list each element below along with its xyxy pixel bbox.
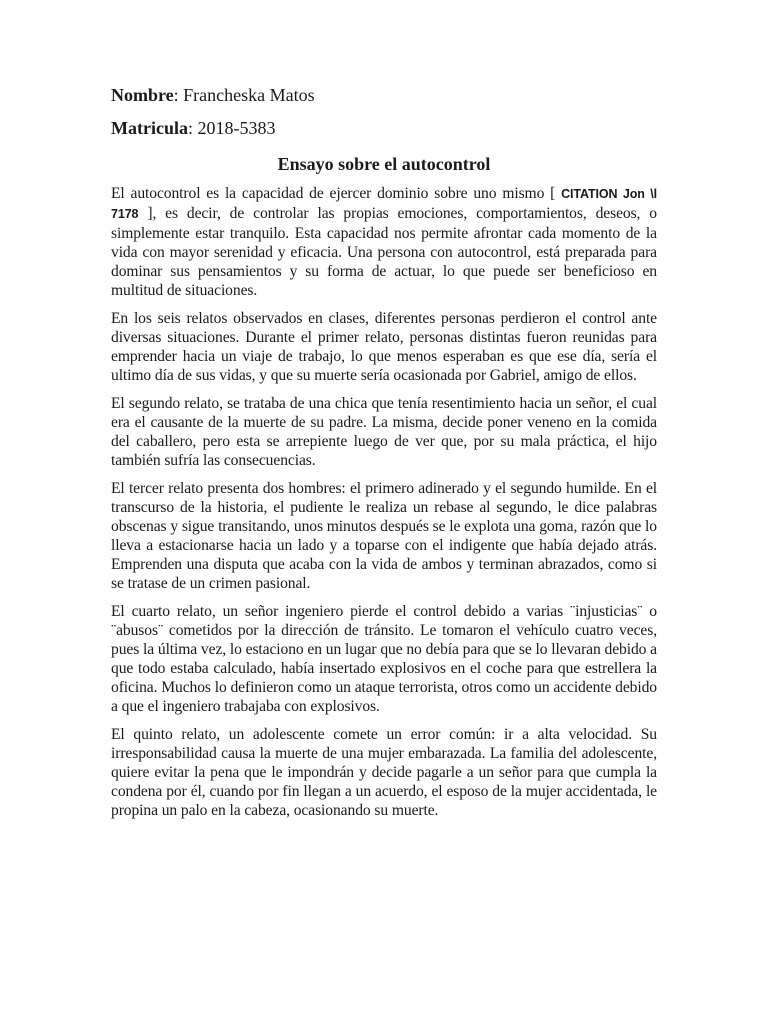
matricula-label: Matricula: [111, 118, 188, 138]
essay-title: Ensayo sobre el autocontrol: [277, 154, 491, 174]
paragraph-6: El quinto relato, un adolescente comete un error común: ir a alta velocidad. Su irresponsabilidad causa la muerte de una mujer embarazada. La familia del adolescente, quiere evitar la pena que le impondrán y decide pagarle a un señor para que cumpla la condena por él, cuando por fin llegan a un acuerdo, el esposo de la mujer accidentada, le propina un palo en la cabeza, ocasionando su muerte.: [111, 726, 657, 819]
name-label: Nombre: [111, 85, 174, 105]
paragraph-2: En los seis relatos observados en clases, diferentes personas perdieron el control ante diversas situaciones. Durante el primer relato, personas distintas fueron reunidas para emprender hacia un viaje de trabajo, lo que menos esperaban es que ese día, sería el ultimo día de sus vidas, y que su muerte sería ocasionada por Gabriel, amigo de ellos.: [111, 310, 657, 384]
name-value: : Francheska Matos: [173, 85, 315, 105]
citation-field: CITATION Jon \l 7178: [111, 187, 657, 221]
paragraph-1-start: El autocontrol es la capacidad de ejercer dominio sobre uno mismo [: [111, 185, 562, 202]
matricula-line: [111, 117, 657, 139]
matricula-value: : 2018-5383: [187, 118, 276, 138]
paragraph-5: El cuarto relato, un señor ingeniero pierde el control debido a varias ¨injusticias¨ o ¨abusos¨ cometidos por la dirección de tránsito. Le tomaron el vehículo cuatro veces, pues la última vez, lo estaciono en un lugar que no debía para que se lo llevaran debido a que todo estaba calculado, había insertado explosivos en el coche para que estrellera la oficina. Muchos lo definieron como un ataque terrorista, otros como un accidente debido a que el ingeniero trabajaba con explosivos.: [111, 603, 657, 715]
paragraph-4: El tercer relato presenta dos hombres: el primero adinerado y el segundo humilde. En el transcurso de la historia, el pudiente le realiza un rebase al segundo, le dice palabras obscenas y sigue transitando, unos minutos después se le explota una goma, razón que lo lleva a estacionarse hacia un lado y a toparse con el indigente que había dejado atrás. Emprenden una disputa que acaba con la vida de ambos y terminan abrazados, como si se tratase de un crimen pasional.: [111, 480, 657, 592]
paragraph-3: El segundo relato, se trataba de una chica que tenía resentimiento hacia un señor, el cual era el causante de la muerte de su padre. La misma, decide poner veneno en la comida del caballero, pero esta se arrepiente luego de ver que, por su mala práctica, el hijo también sufría las consecuencias.: [111, 395, 657, 469]
paragraph-1-end: ], es decir, de controlar las propias emociones, comportamientos, deseos, o simplemente estar tranquilo. Esta capacidad nos permite afrontar cada momento de la vida con mayor serenidad y eficacia. Una persona con autocontrol, está preparada para dominar sus pensamientos y su forma de actuar, lo que puede ser beneficioso en multitud de situaciones.: [111, 205, 657, 299]
student-name-line: [111, 84, 657, 106]
paragraph-1: [111, 184, 657, 300]
